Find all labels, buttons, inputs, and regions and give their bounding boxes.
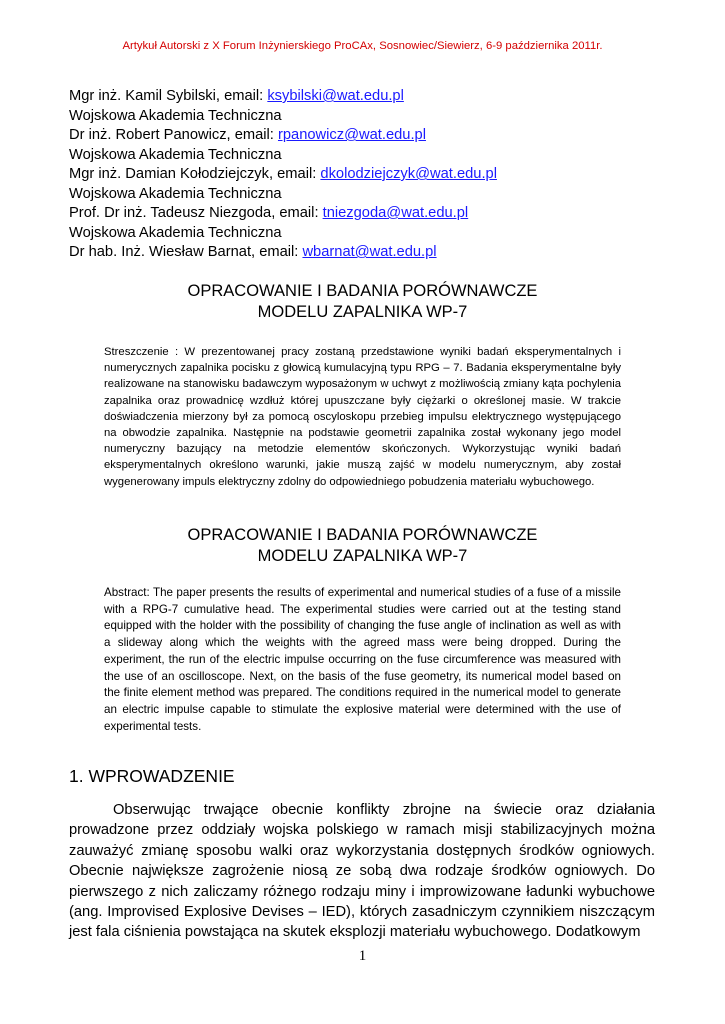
author-name: Mgr inż. Damian Kołodziejczyk, email: bbox=[69, 166, 321, 182]
page-number: 1 bbox=[358, 948, 367, 964]
author-line bbox=[69, 204, 669, 224]
author-line bbox=[69, 87, 669, 107]
title-line-2: MODELU ZAPALNIKA WP-7 bbox=[257, 303, 468, 321]
abstract-en: Abstract: The paper presents the results of experimental and numerical studies of a fuse of a missile with a RPG-7 cumulative head. The experimental studies were carried out at the testing stand equipped with the holder with the possibility of changing the fuse angle of inclination as well as with a slideway along which the weights with the agreed mass were being dropped. During the experiment, the run of the electric impulse occurring on the fuse circumference was measured with the use of an oscilloscope. Next, on the basis of the fuse geometry, its numerical model based on the finite element method was prepared. The conditions required in the numerical model to generate an electric impulse capable to stimulate the explosive material were determined with the use of experimental tests. bbox=[104, 586, 621, 733]
abstract-pl: Streszczenie : W prezentowanej pracy zostaną przedstawione wyniki badań eksperymentalnych i numerycznych zapalnika pocisku z głowicą kumulacyjną typu RPG – 7. Badania eksperymentalne były realizowane na stanowisku badawczym wyposażonym w uchwyt z możliwością zmiany kąta pochylenia zapalnika oraz prowadnicę wzdłuż której upuszczane były ciężarki o określonej masie. W trakcie doświadczenia mierzony był za pomocą oscyloskopu przebieg impulsu elektrycznego występującego na obwodzie zapalnika. Następnie na podstawie geometrii zapalnika został wykonany jego model numeryczny bazujący na metodzie elementów skończonych. Wykorzystując wyniki badań eksperymentalnych określono warunki, jakie muszą zajść w modelu numerycznym, aby został wygenerowany impuls elektryczny zdolny do odpowiedniego pobudzenia materiału wybuchowego. bbox=[104, 346, 621, 488]
author-name: Mgr inż. Kamil Sybilski, email: bbox=[69, 88, 268, 104]
affiliation-line bbox=[69, 185, 669, 205]
author-name: Prof. Dr inż. Tadeusz Niezgoda, email: bbox=[69, 205, 323, 221]
author-line bbox=[69, 126, 669, 146]
affiliation: Wojskowa Akademia Techniczna bbox=[69, 185, 282, 202]
title-line-1: OPRACOWANIE I BADANIA PORÓWNAWCZE bbox=[187, 526, 538, 544]
paper-title-en bbox=[0, 525, 725, 567]
affiliation: Wojskowa Akademia Techniczna bbox=[69, 146, 282, 163]
author-email-link[interactable]: rpanowicz@wat.edu.pl bbox=[277, 127, 426, 143]
author-name: Dr inż. Robert Panowicz, email: bbox=[69, 127, 278, 143]
affiliation: Wojskowa Akademia Techniczna bbox=[69, 107, 282, 124]
author-line bbox=[69, 165, 669, 185]
author-email-link[interactable]: wbarnat@wat.edu.pl bbox=[302, 244, 437, 260]
affiliation-line bbox=[69, 224, 669, 244]
body-paragraph: Obserwując trwające obecnie konflikty zbrojne na świecie oraz działania prowadzone przez oddziały wojska polskiego w ramach misji stabilizacyjnych można zauważyć zmianę sposobu walki oraz wykorzystania dostępnych środków ogniowych. Obecnie największe zagrożenie niosą ze sobą dwa rodzaje środków ogniowych. Do pierwszego z nich zaliczamy różnego rodzaju miny i improwizowane ładunki wybuchowe (ang. Improvised Explosive Devises – IED), których zasadniczym czynnikiem niszczącym jest fala ciśnienia powstająca na skutek eksplozji materiału wybuchowego. Dodatkowym bbox=[69, 802, 655, 941]
affiliation-line bbox=[69, 107, 669, 127]
author-list bbox=[69, 87, 669, 263]
title-line-2: MODELU ZAPALNIKA WP-7 bbox=[257, 547, 468, 565]
section-heading: 1. WPROWADZENIE bbox=[69, 766, 235, 786]
author-email-link[interactable]: dkolodziejczyk@wat.edu.pl bbox=[320, 166, 497, 182]
conference-header: Artykuł Autorski z X Forum Inżynierskiego ProCAx, Sosnowiec/Siewierz, 6-9 października 2011r. bbox=[122, 40, 603, 52]
author-email-link[interactable]: tniezgoda@wat.edu.pl bbox=[322, 205, 469, 221]
title-line-1: OPRACOWANIE I BADANIA PORÓWNAWCZE bbox=[187, 282, 538, 300]
affiliation: Wojskowa Akademia Techniczna bbox=[69, 224, 282, 241]
affiliation-line bbox=[69, 146, 669, 166]
author-line bbox=[69, 243, 669, 263]
paper-title-pl bbox=[0, 281, 725, 323]
author-name: Dr hab. Inż. Wiesław Barnat, email: bbox=[69, 244, 303, 260]
author-email-link[interactable]: ksybilski@wat.edu.pl bbox=[267, 88, 404, 104]
